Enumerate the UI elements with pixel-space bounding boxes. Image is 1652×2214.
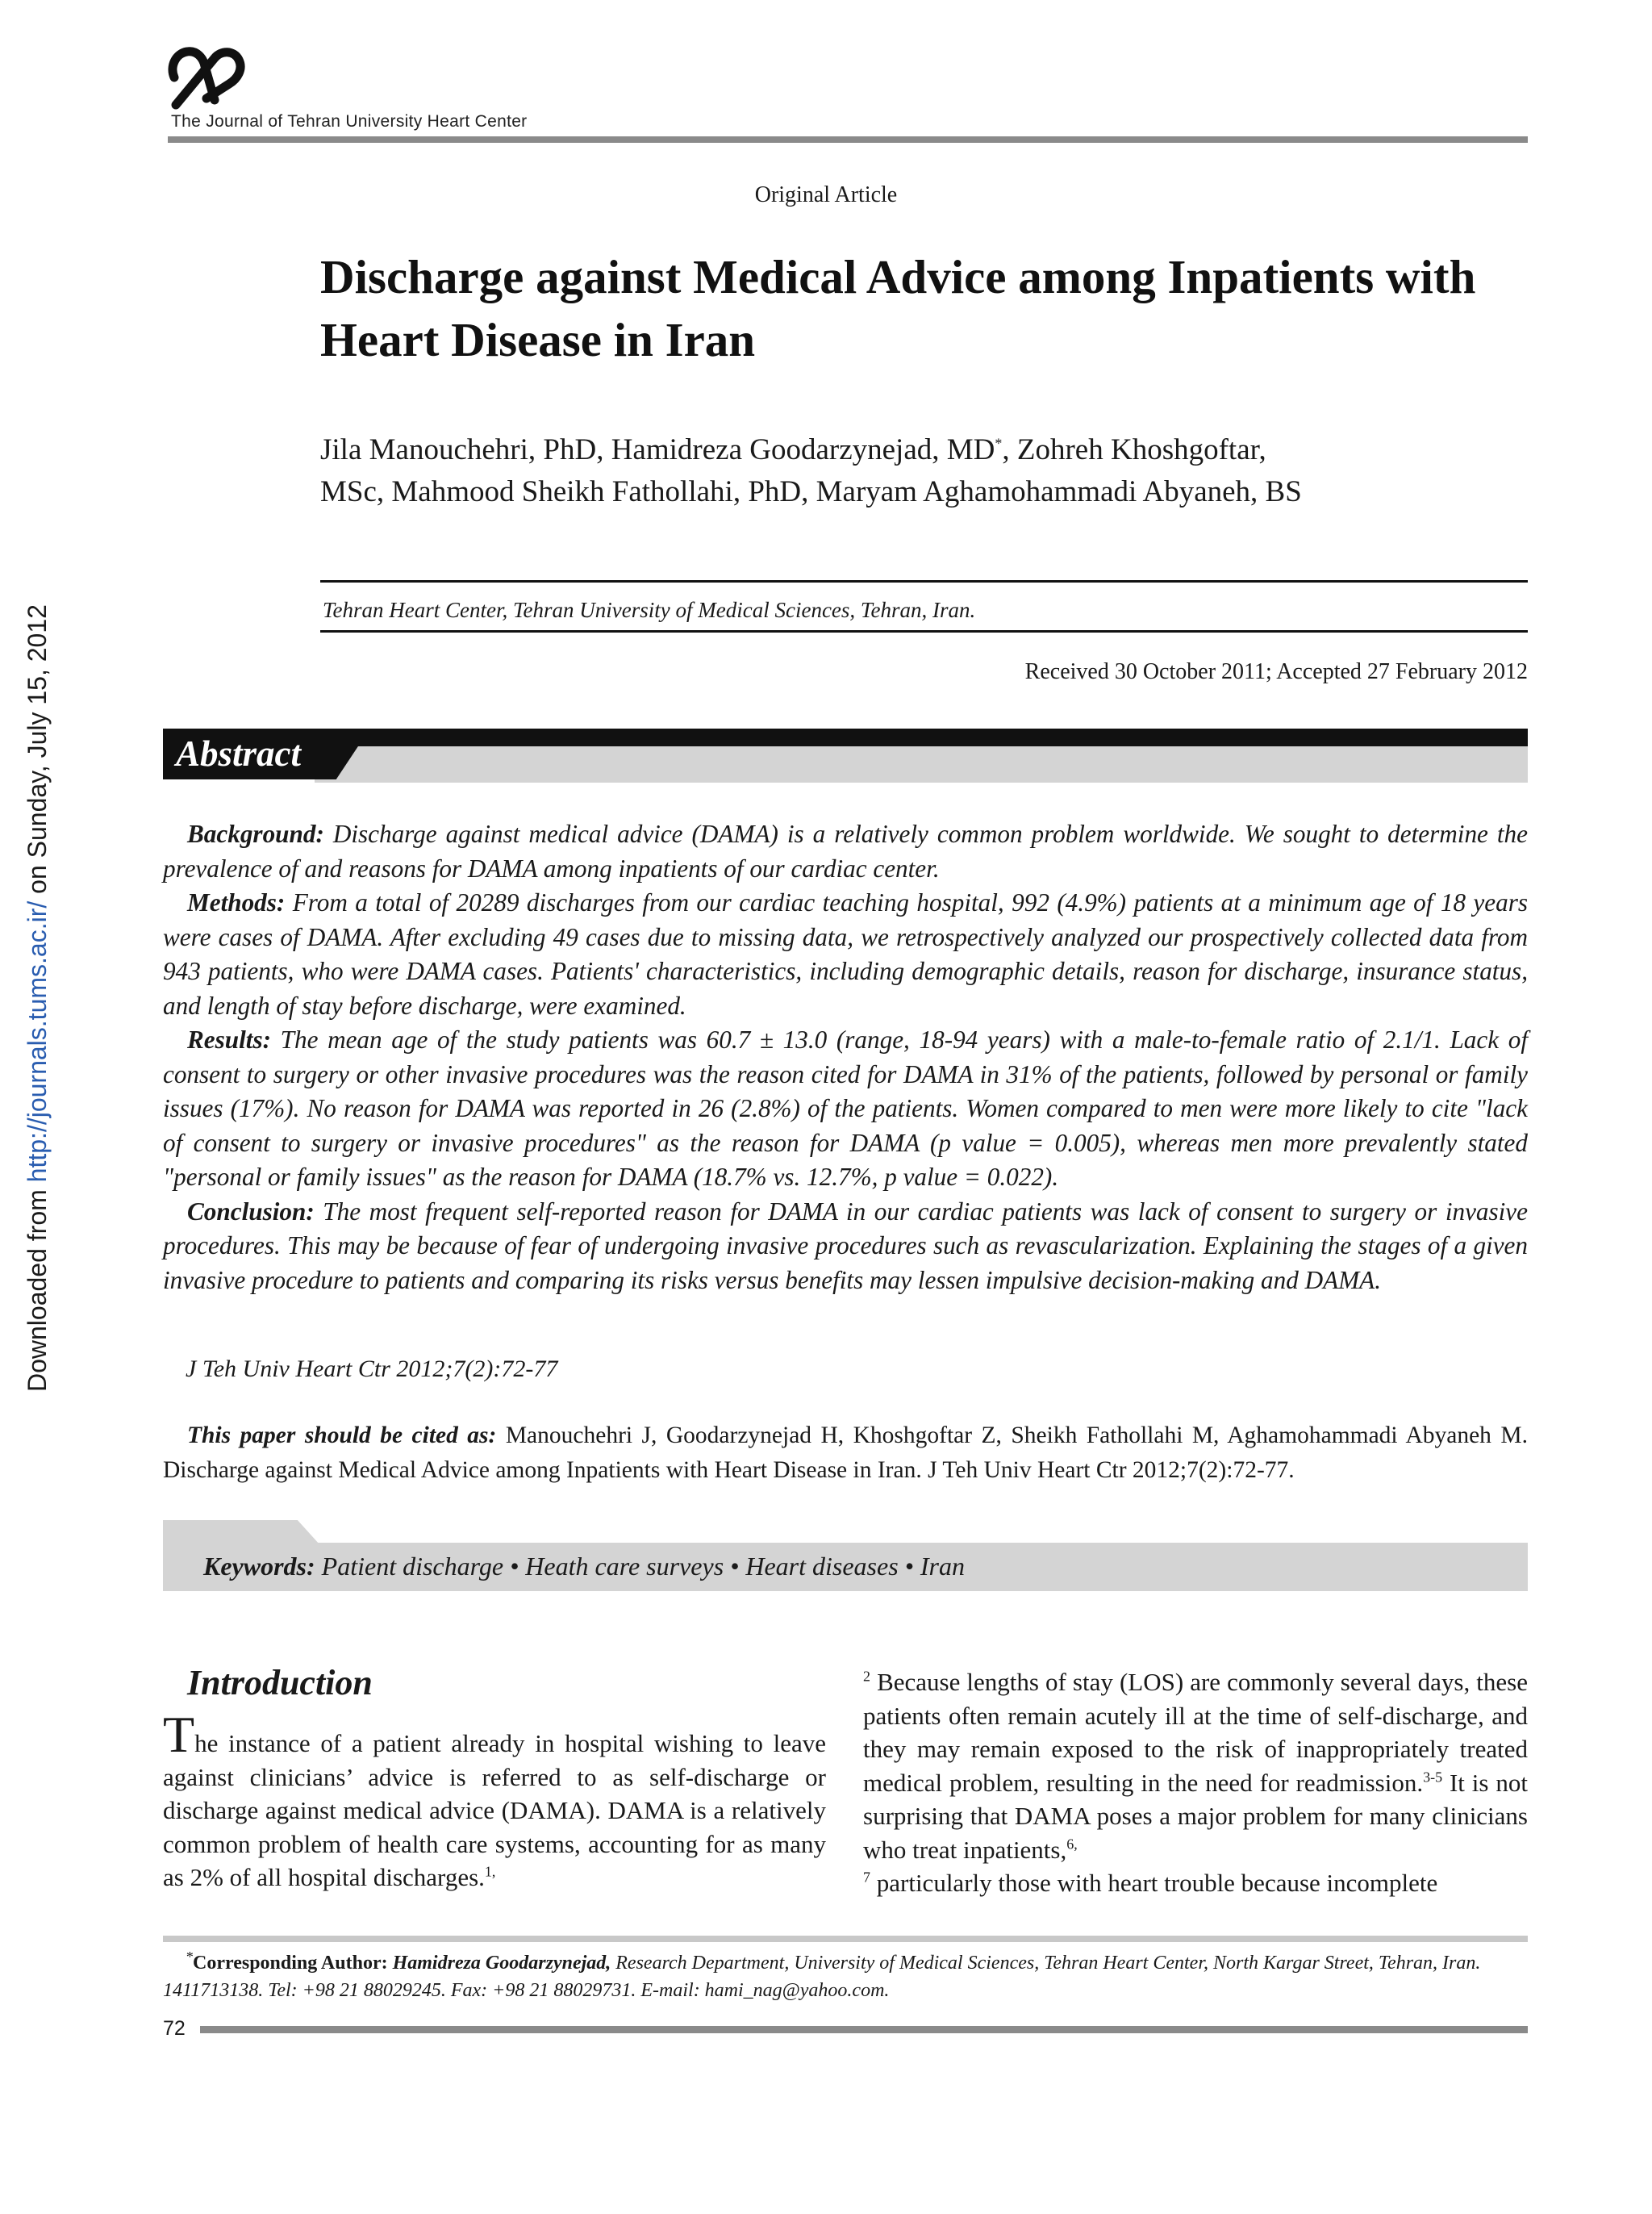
- conclusion-text: The most frequent self-reported reason for DAMA in our cardiac patients was lack of consent to surgery or invasive procedures. This may be because of fear of undergoing invasive procedures such as revascularization. Explaining the stages of a given invasive procedure to patients and comparing its risks versus benefits may lessen impulsive decision-making and DAMA.: [163, 1197, 1528, 1294]
- affiliation-top-rule: [320, 580, 1528, 583]
- affiliation: Tehran Heart Center, Tehran University of Medical Sciences, Tehran, Iran.: [323, 598, 976, 622]
- background-text: Discharge against medical advice (DAMA) is a relatively common problem worldwide. We sought to determine the prevalence of and reasons for DAMA among inpatients of our cardiac center.: [163, 820, 1528, 883]
- footnote-text: Research Department, University of Medical Sciences, Tehran Heart Center, North Kargar Street, Tehran, Iran. 1411713138. Tel: +98 21 88029245. Fax: +98 21 88029731. E-mail: hami_nag@yahoo.com.: [163, 1953, 1481, 2001]
- corresponding-author-footnote: [163, 1949, 1528, 2004]
- methods-text: From a total of 20289 discharges from our cardiac teaching hospital, 992 (4.9%) patients at a minimum age of 18 years were cases of DAMA. After excluding 49 cases due to missing data, we retrospectively analyzed our prospectively collected data from 943 patients, who were DAMA cases. Patients' characteristics, including demographic details, reason for discharge, insurance status, and length of stay before discharge, were examined.: [163, 888, 1528, 1020]
- background-label: Background:: [187, 820, 324, 848]
- keywords-label: Keywords:: [203, 1552, 315, 1581]
- intro-left-column: [163, 1706, 826, 1894]
- author-list: [320, 429, 1530, 513]
- results-text: The mean age of the study patients was 60.7 ± 13.0 (range, 18-94 years) with a male-to-female ratio of 2.1/1. Lack of consent to surgery or other invasive procedures was the reason cited for DAMA in 31% of the patients, followed by personal or family issues (17%). No reason for DAMA was reported in 26 (2.8%) of the patients. Women compared to men were more likely to cite "lack of consent to surgery or invasive procedures" as the reason for DAMA (p value = 0.005), whereas men more prevalently stated "personal or family issues" as the reason for DAMA (18.7% vs. 12.7%, p value = 0.022).: [163, 1026, 1528, 1191]
- journal-logo-icon: [168, 42, 245, 111]
- download-watermark: [23, 604, 52, 1392]
- authors-line-1-end: , Zohreh Khoshgoftar,: [1002, 433, 1266, 466]
- conclusion-label: Conclusion:: [187, 1197, 315, 1226]
- header-rule: [168, 136, 1528, 143]
- corresponding-star: *: [995, 435, 1003, 452]
- abstract-results: [163, 1023, 1528, 1195]
- introduction-heading: Introduction: [187, 1663, 373, 1702]
- ref-6: 6,: [1066, 1836, 1078, 1853]
- watermark-link[interactable]: http://journals.tums.ac.ir/: [23, 900, 52, 1183]
- abstract-body: [163, 817, 1528, 1297]
- affiliation-bottom-rule: [320, 630, 1528, 633]
- article-title: Discharge against Medical Advice among Inpatients with Heart Disease in Iran: [320, 250, 1476, 366]
- abstract-methods: [163, 886, 1528, 1023]
- intro-left-text: he instance of a patient already in hospital wishing to leave against clinicians’ advice is referred to as self-discharge or discharge against medical advice (DAMA). DAMA is a relatively common problem of health care systems, accounting for as many as 2% of all hospital discharges.: [163, 1729, 826, 1891]
- ref-1: 1,: [484, 1863, 496, 1880]
- abstract-background: [163, 817, 1528, 886]
- citation-label: This paper should be cited as:: [187, 1422, 497, 1448]
- footnote-label: Corresponding Author:: [193, 1953, 388, 1974]
- journal-name: The Journal of Tehran University Heart Center: [171, 112, 528, 131]
- abstract-heading: Abstract: [176, 733, 302, 774]
- ref-7: 7: [863, 1869, 870, 1886]
- keywords-tab: [163, 1520, 319, 1544]
- footnote-author-name: Hamidreza Goodarzynejad,: [387, 1953, 611, 1974]
- intro-right-column: [863, 1665, 1528, 1900]
- ref-2: 2: [863, 1668, 870, 1685]
- ref-3-5: 3-5: [1423, 1769, 1443, 1786]
- results-label: Results:: [187, 1026, 271, 1054]
- footer-rule: [200, 2026, 1528, 2033]
- authors-line-2: MSc, Mahmood Sheikh Fathollahi, PhD, Maryam Aghamohammadi Abyaneh, BS: [320, 475, 1302, 508]
- page-number: 72: [163, 2017, 186, 2040]
- intro-right-text-2: It is not surprising that DAMA poses a major problem for many clinicians who treat inpatients,: [863, 1768, 1528, 1864]
- abstract-conclusion: [163, 1195, 1528, 1298]
- citation: [163, 1418, 1528, 1487]
- footnote-star: *: [186, 1949, 193, 1965]
- methods-label: Methods:: [187, 888, 286, 917]
- watermark-suffix: on Sunday, July 15, 2012: [23, 604, 52, 901]
- intro-right-text-1: Because lengths of stay (LOS) are commonly several days, these patients often remain acutely ill at the time of self-discharge, and they may remain exposed to the risk of inappropriately treated medical problem, resulting in the need for readmission.: [863, 1668, 1528, 1797]
- keywords: [203, 1548, 965, 1585]
- intro-right-text-3: particularly those with heart trouble because incomplete: [870, 1869, 1438, 1897]
- journal-reference: J Teh Univ Heart Ctr 2012;7(2):72-77: [186, 1356, 558, 1382]
- citation-text: Manouchehri J, Goodarzynejad H, Khoshgoftar Z, Sheikh Fathollahi M, Aghamohammadi Abyaneh M. Discharge against Medical Advice among Inpatients with Heart Disease in Iran. J Teh Univ Heart Ctr 2012;7(2):72-77.: [163, 1422, 1528, 1483]
- authors-line-1: Jila Manouchehri, PhD, Hamidreza Goodarzynejad, MD: [320, 433, 995, 466]
- abstract-banner-black: [163, 729, 1528, 746]
- footnote-rule: [163, 1936, 1528, 1942]
- received-dates: Received 30 October 2011; Accepted 27 February 2012: [1024, 659, 1528, 684]
- watermark-prefix: Downloaded from: [23, 1182, 52, 1392]
- article-type: Original Article: [754, 182, 898, 207]
- drop-cap: T: [163, 1706, 195, 1763]
- keywords-text: Patient discharge • Heath care surveys • Heart diseases • Iran: [315, 1552, 965, 1581]
